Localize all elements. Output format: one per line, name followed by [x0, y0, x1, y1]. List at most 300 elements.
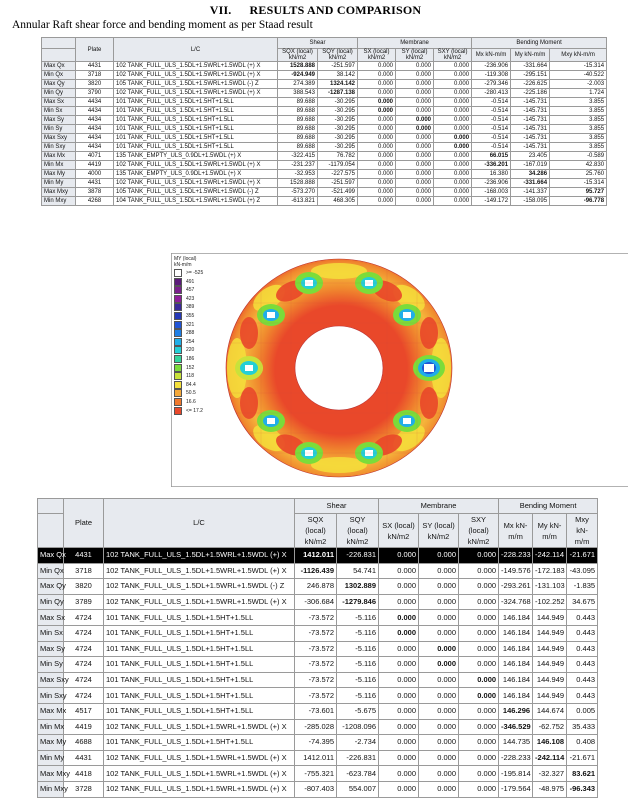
sx-cell: 0.000: [358, 71, 396, 80]
sqy-cell: -30.295: [318, 125, 358, 134]
sqy-cell: -226.831: [337, 750, 379, 766]
mxy-cell: 3.855: [550, 134, 607, 143]
legend-item: [174, 269, 203, 277]
my-cell: -102.252: [533, 594, 567, 610]
mxy-cell: 0.443: [567, 641, 598, 657]
legend-swatch: [174, 372, 182, 380]
legend-swatch: [174, 381, 182, 389]
my-cell: -242.114: [533, 548, 567, 564]
legend-title: MY (local) kN-m/m: [174, 256, 197, 268]
table-row[interactable]: [42, 170, 607, 179]
row-label: Max Sxy: [42, 134, 76, 143]
mx-cell: 146.184: [499, 688, 533, 704]
sxy-cell: 0.000: [459, 563, 499, 579]
sxy-cell: 0.000: [434, 89, 472, 98]
section-number: VII.: [209, 3, 232, 17]
sqy-header: SQY (local) kN/m2: [318, 49, 358, 62]
sxy-cell: 0.000: [459, 750, 499, 766]
row-label: Min Sy: [38, 657, 64, 673]
sy-cell: 0.000: [396, 125, 434, 134]
my-cell: 144.949: [533, 641, 567, 657]
sy-cell: 0.000: [396, 89, 434, 98]
sy-cell: 0.000: [396, 71, 434, 80]
row-label: Min Qx: [38, 563, 64, 579]
sqx-cell: 1412.011: [295, 750, 337, 766]
sxy-cell: 0.000: [459, 548, 499, 564]
my-cell: 144.949: [533, 657, 567, 673]
table-row[interactable]: [42, 89, 607, 98]
row-label: Min Sxy: [42, 143, 76, 152]
table-row[interactable]: [38, 657, 598, 673]
load-case-cell: 102 TANK_FULL_ULS_1.5DL+1.5WRL+1.5WDL (+) X: [114, 71, 278, 80]
table-row[interactable]: [42, 80, 607, 89]
mxy-cell: 3.855: [550, 116, 607, 125]
sqx-cell: -924.949: [278, 71, 318, 80]
section-subheading: Annular Raft shear force and bending moment as per Staad result: [12, 19, 313, 31]
sqy-cell: -1279.846: [337, 594, 379, 610]
plate-cell: 3790: [76, 89, 114, 98]
sx-cell: 0.000: [358, 116, 396, 125]
sy-cell: 0.000: [396, 116, 434, 125]
table-row[interactable]: [42, 116, 607, 125]
mxy-cell: -40.522: [550, 71, 607, 80]
legend-label: 50.5: [186, 390, 196, 397]
sy-cell: 0.000: [419, 579, 459, 595]
row-label: Max Sy: [38, 641, 64, 657]
sx-cell: 0.000: [379, 781, 419, 797]
mxy-cell: 3.855: [550, 143, 607, 152]
sxy-cell: 0.000: [434, 125, 472, 134]
load-case-cell: 101 TANK_FULL_ULS_1.5DL+1.5HT+1.5LL: [114, 125, 278, 134]
mxy-cell: 42.830: [550, 161, 607, 170]
sxy-cell: 0.000: [459, 672, 499, 688]
sxy-header: SXY (local) kN/m2: [434, 49, 472, 62]
mx-cell: -336.201: [472, 161, 511, 170]
table-row[interactable]: [42, 134, 607, 143]
legend-swatch: [174, 329, 182, 337]
my-cell: -242.114: [533, 750, 567, 766]
table-row[interactable]: [38, 548, 598, 564]
sx-cell: 0.000: [379, 610, 419, 626]
table-row[interactable]: [42, 62, 607, 71]
table-row[interactable]: [42, 161, 607, 170]
mx-cell: -168.003: [472, 188, 511, 197]
sqy-cell: -5.116: [337, 657, 379, 673]
sy-cell: 0.000: [396, 134, 434, 143]
sy-cell: 0.000: [396, 152, 434, 161]
legend-label: 389: [186, 304, 195, 311]
sx-cell: 0.000: [358, 125, 396, 134]
sqx-cell: -73.601: [295, 703, 337, 719]
plate-cell: 4724: [64, 657, 104, 673]
mx-cell: -119.308: [472, 71, 511, 80]
sqx-cell: -322.415: [278, 152, 318, 161]
my-cell: 144.949: [533, 625, 567, 641]
sqx-cell: -73.572: [295, 625, 337, 641]
load-case-cell: 105 TANK_FULL_ULS_1.5DL+1.5WRL+1.5WDL (-) Z: [114, 80, 278, 89]
sqy-cell: -30.295: [318, 107, 358, 116]
plate-cell: 4688: [64, 735, 104, 751]
legend-swatch: [174, 398, 182, 406]
my-cell: -295.151: [511, 71, 550, 80]
sy-cell: 0.000: [396, 62, 434, 71]
table-row[interactable]: [38, 735, 598, 751]
my-cell: 144.674: [533, 703, 567, 719]
shear-header: Shear: [295, 499, 379, 514]
sx-cell: 0.000: [379, 641, 419, 657]
sqx-cell: -613.821: [278, 197, 318, 206]
sx-header: SX (local) kN/m2: [358, 49, 396, 62]
mx-cell: 146.184: [499, 672, 533, 688]
plate-cell: 3718: [64, 563, 104, 579]
table-row[interactable]: [38, 579, 598, 595]
mxy-cell: 95.727: [550, 188, 607, 197]
table-row[interactable]: [42, 98, 607, 107]
mxy-cell: -96.343: [567, 781, 598, 797]
sqy-cell: -226.831: [337, 548, 379, 564]
table-row[interactable]: [38, 703, 598, 719]
table-row[interactable]: [42, 143, 607, 152]
my-cell: -158.095: [511, 197, 550, 206]
sqy-cell: -251.597: [318, 179, 358, 188]
sy-header: SY (local) kN/m2: [419, 514, 459, 548]
row-label: Max Sxy: [38, 672, 64, 688]
sqx-cell: -807.403: [295, 781, 337, 797]
my-contour-plot: [171, 253, 628, 487]
legend-swatch: [174, 389, 182, 397]
sqy-cell: -5.116: [337, 625, 379, 641]
mx-cell: 146.184: [499, 657, 533, 673]
mx-cell: -195.814: [499, 766, 533, 782]
my-cell: -32.327: [533, 766, 567, 782]
mxy-header: Mxy kN-m/m: [567, 514, 598, 548]
table-row[interactable]: [38, 719, 598, 735]
plate-cell: 4431: [64, 750, 104, 766]
load-case-cell: 101 TANK_FULL_ULS_1.5DL+1.5HT+1.5LL: [104, 703, 295, 719]
sqy-cell: -5.116: [337, 688, 379, 704]
sxy-cell: 0.000: [434, 179, 472, 188]
sx-cell: 0.000: [358, 170, 396, 179]
my-cell: -145.731: [511, 107, 550, 116]
sqx-cell: -74.395: [295, 735, 337, 751]
sqy-cell: -251.597: [318, 62, 358, 71]
sy-cell: 0.000: [419, 641, 459, 657]
load-case-cell: 135 TANK_EMPTY_ULS_0.9DL+1.5WDL (+) X: [114, 152, 278, 161]
sqy-cell: 554.007: [337, 781, 379, 797]
my-cell: 144.949: [533, 672, 567, 688]
plate-cell: 4724: [64, 641, 104, 657]
plot-legend: [171, 253, 231, 487]
mxy-cell: 83.621: [567, 766, 598, 782]
sxy-cell: 0.000: [459, 766, 499, 782]
mx-header: Mx kN-m/m: [499, 514, 533, 548]
mx-cell: -0.514: [472, 125, 511, 134]
plate-cell: 4434: [76, 98, 114, 107]
sqx-cell: -73.572: [295, 688, 337, 704]
sx-cell: 0.000: [358, 107, 396, 116]
load-case-cell: 105 TANK_FULL_ULS_1.5DL+1.5WRL+1.5WDL (-) Z: [114, 188, 278, 197]
row-label: Min Qx: [42, 71, 76, 80]
sqy-header: SQY (local) kN/m2: [337, 514, 379, 548]
row-label: Max Mxy: [42, 188, 76, 197]
row-label: Max Sx: [38, 610, 64, 626]
mxy-cell: 0.443: [567, 688, 598, 704]
table-row[interactable]: [42, 125, 607, 134]
my-cell: -331.664: [511, 179, 550, 188]
plate-cell: 4724: [64, 688, 104, 704]
legend-item: [174, 407, 203, 415]
sqx-header: SQX (local) kN/m2: [278, 49, 318, 62]
legend-label: 457: [186, 287, 195, 294]
corner-cell: [42, 38, 76, 49]
sqy-cell: -5.116: [337, 672, 379, 688]
table-row[interactable]: [42, 152, 607, 161]
sx-cell: 0.000: [379, 657, 419, 673]
sxy-cell: 0.000: [459, 610, 499, 626]
sqx-cell: -306.684: [295, 594, 337, 610]
table-row[interactable]: [38, 672, 598, 688]
legend-swatch: [174, 286, 182, 294]
legend-swatch: [174, 407, 182, 415]
sqx-cell: -573.270: [278, 188, 318, 197]
row-label: Min My: [42, 179, 76, 188]
sy-cell: 0.000: [419, 625, 459, 641]
sy-cell: 0.000: [419, 781, 459, 797]
my-cell: -62.752: [533, 719, 567, 735]
table-row[interactable]: [38, 641, 598, 657]
legend-label: 423: [186, 295, 195, 302]
table-row[interactable]: [42, 197, 607, 206]
corner-cell: [38, 514, 64, 548]
sx-cell: 0.000: [358, 188, 396, 197]
sy-cell: 0.000: [396, 197, 434, 206]
legend-item: [174, 303, 194, 311]
sy-cell: 0.000: [396, 80, 434, 89]
table-row[interactable]: [38, 781, 598, 797]
my-cell: -145.731: [511, 134, 550, 143]
mx-cell: -280.413: [472, 89, 511, 98]
my-cell: -167.019: [511, 161, 550, 170]
legend-item: [174, 312, 194, 320]
mx-cell: 146.184: [499, 641, 533, 657]
plate-cell: 3789: [64, 594, 104, 610]
table-row[interactable]: [38, 625, 598, 641]
load-case-cell: 102 TANK_FULL_ULS_1.5DL+1.5WRL+1.5WDL (+) X: [114, 179, 278, 188]
legend-item: [174, 372, 194, 380]
row-label: Min Mx: [38, 719, 64, 735]
sy-cell: 0.000: [419, 703, 459, 719]
my-cell: -48.975: [533, 781, 567, 797]
sqy-cell: -5.116: [337, 641, 379, 657]
sqx-cell: -73.572: [295, 672, 337, 688]
load-case-cell: 104 TANK_FULL_ULS_1.5DL+1.5WRL+1.5WDL (+) Z: [114, 197, 278, 206]
table-row[interactable]: [42, 188, 607, 197]
row-label: Max Qx: [38, 548, 64, 564]
sy-cell: 0.000: [396, 170, 434, 179]
table-row[interactable]: [38, 594, 598, 610]
sqx-cell: -1126.439: [295, 563, 337, 579]
my-cell: 34.286: [511, 170, 550, 179]
sqx-cell: 1412.011: [295, 548, 337, 564]
my-cell: -331.664: [511, 62, 550, 71]
sqy-cell: 1302.889: [337, 579, 379, 595]
sqy-cell: -30.295: [318, 134, 358, 143]
mx-cell: -149.172: [472, 197, 511, 206]
sy-cell: 0.000: [419, 719, 459, 735]
mxy-cell: -21.671: [567, 548, 598, 564]
mx-cell: -293.261: [499, 579, 533, 595]
mxy-cell: 3.855: [550, 107, 607, 116]
sxy-cell: 0.000: [434, 107, 472, 116]
table-row[interactable]: [42, 71, 607, 80]
legend-label: 355: [186, 313, 195, 319]
my-cell: -145.731: [511, 116, 550, 125]
sy-cell: 0.000: [396, 98, 434, 107]
sy-cell: 0.000: [419, 610, 459, 626]
legend-label: 118: [186, 373, 194, 380]
sy-header: SY (local) kN/m2: [396, 49, 434, 62]
ring-inner-hole: [295, 326, 383, 410]
sqx-cell: -73.572: [295, 657, 337, 673]
legend-item: [174, 338, 194, 346]
sxy-cell: 0.000: [434, 116, 472, 125]
load-case-cell: 102 TANK_FULL_ULS_1.5DL+1.5WRL+1.5WDL (+) X: [104, 563, 295, 579]
row-label: Max Qy: [42, 80, 76, 89]
legend-label: 288: [186, 330, 195, 337]
mx-cell: 66.015: [472, 152, 511, 161]
mx-header: Mx kN-m/m: [472, 49, 511, 62]
load-case-cell: 101 TANK_FULL_ULS_1.5DL+1.5HT+1.5LL: [114, 143, 278, 152]
table-row[interactable]: [38, 766, 598, 782]
membrane-header: Membrane: [358, 38, 472, 49]
mxy-cell: 0.443: [567, 610, 598, 626]
legend-swatch: [174, 346, 182, 354]
legend-label: 152: [186, 364, 195, 371]
my-cell: -145.731: [511, 125, 550, 134]
mxy-cell: -43.095: [567, 563, 598, 579]
plate-cell: 4724: [64, 672, 104, 688]
plate-cell: 4431: [64, 548, 104, 564]
sx-cell: 0.000: [358, 161, 396, 170]
sxy-cell: 0.000: [434, 143, 472, 152]
load-case-cell: 101 TANK_FULL_ULS_1.5DL+1.5HT+1.5LL: [104, 641, 295, 657]
mxy-cell: 0.443: [567, 625, 598, 641]
sxy-cell: 0.000: [459, 719, 499, 735]
mx-cell: -324.768: [499, 594, 533, 610]
legend-label: >= -525: [186, 270, 204, 276]
load-case-cell: 102 TANK_FULL_ULS_1.5DL+1.5WRL+1.5WDL (+) X: [104, 548, 295, 564]
sqy-cell: -5.116: [337, 610, 379, 626]
row-label: Min Sxy: [38, 688, 64, 704]
my-cell: -172.183: [533, 563, 567, 579]
legend-swatch: [174, 321, 182, 329]
table-row[interactable]: [38, 750, 598, 766]
sxy-cell: 0.000: [459, 625, 499, 641]
sqx-cell: 1528.888: [278, 179, 318, 188]
sx-cell: 0.000: [379, 548, 419, 564]
legend-label: 16.6: [186, 399, 196, 405]
mxy-cell: -0.589: [550, 152, 607, 161]
sqx-cell: 246.878: [295, 579, 337, 595]
mxy-cell: -15.314: [550, 179, 607, 188]
sxy-cell: 0.000: [459, 657, 499, 673]
load-case-cell: 102 TANK_FULL_ULS_1.5DL+1.5WRL+1.5WDL (+) X: [114, 161, 278, 170]
mx-cell: -0.514: [472, 143, 511, 152]
bending-header: Bending Moment: [472, 38, 607, 49]
sy-cell: 0.000: [396, 107, 434, 116]
my-header: My kN-m/m: [511, 49, 550, 62]
sqx-cell: 89.688: [278, 116, 318, 125]
plate-cell: 4434: [76, 125, 114, 134]
load-case-cell: 101 TANK_FULL_ULS_1.5DL+1.5HT+1.5LL: [114, 134, 278, 143]
sxy-cell: 0.000: [459, 579, 499, 595]
sy-cell: 0.000: [419, 594, 459, 610]
table-row[interactable]: [38, 688, 598, 704]
sqx-cell: -285.028: [295, 719, 337, 735]
sqy-cell: -1208.096: [337, 719, 379, 735]
sx-cell: 0.000: [379, 594, 419, 610]
table-row[interactable]: [42, 107, 607, 116]
membrane-header: Membrane: [379, 499, 499, 514]
sqy-cell: -1179.054: [318, 161, 358, 170]
sqx-cell: -73.572: [295, 610, 337, 626]
row-label: Min Mxy: [38, 781, 64, 797]
table-row[interactable]: [42, 179, 607, 188]
legend-item: [174, 355, 194, 363]
sy-cell: 0.000: [396, 179, 434, 188]
mx-cell: 16.380: [472, 170, 511, 179]
row-label: Max Mxy: [38, 766, 64, 782]
row-label: Min Sy: [42, 125, 76, 134]
section-title: RESULTS AND COMPARISON: [249, 3, 422, 17]
mxy-cell: 0.408: [567, 735, 598, 751]
table-row[interactable]: [38, 610, 598, 626]
sxy-cell: 0.000: [434, 188, 472, 197]
mx-cell: 144.735: [499, 735, 533, 751]
plate-cell: 3820: [64, 579, 104, 595]
sqy-cell: 76.782: [318, 152, 358, 161]
sqx-cell: 89.688: [278, 134, 318, 143]
load-case-cell: 102 TANK_FULL_ULS_1.5DL+1.5WRL+1.5WDL (+) X: [104, 719, 295, 735]
my-cell: -226.625: [511, 80, 550, 89]
mx-cell: 146.184: [499, 610, 533, 626]
legend-label: 321: [186, 321, 195, 328]
plate-header: Plate: [64, 499, 104, 548]
table-row[interactable]: [38, 563, 598, 579]
staad-results-table-1: [41, 37, 607, 206]
sqy-cell: 1324.142: [318, 80, 358, 89]
sqy-cell: -5.675: [337, 703, 379, 719]
sqx-cell: 89.688: [278, 107, 318, 116]
sqx-cell: -73.572: [295, 641, 337, 657]
legend-label: 186: [186, 356, 195, 362]
sx-cell: 0.000: [358, 143, 396, 152]
legend-swatch: [174, 278, 182, 286]
load-case-cell: 101 TANK_FULL_ULS_1.5DL+1.5HT+1.5LL: [114, 98, 278, 107]
sxy-cell: 0.000: [434, 197, 472, 206]
legend-item: [174, 398, 196, 406]
plate-cell: 3878: [76, 188, 114, 197]
sqx-cell: 388.543: [278, 89, 318, 98]
mxy-cell: -15.314: [550, 62, 607, 71]
row-label: Max Mx: [42, 152, 76, 161]
legend-item: [174, 381, 196, 389]
row-label: Max Qy: [38, 579, 64, 595]
sx-cell: 0.000: [379, 719, 419, 735]
sy-cell: 0.000: [419, 657, 459, 673]
corner-cell: [42, 49, 76, 62]
my-header: My kN-m/m: [533, 514, 567, 548]
